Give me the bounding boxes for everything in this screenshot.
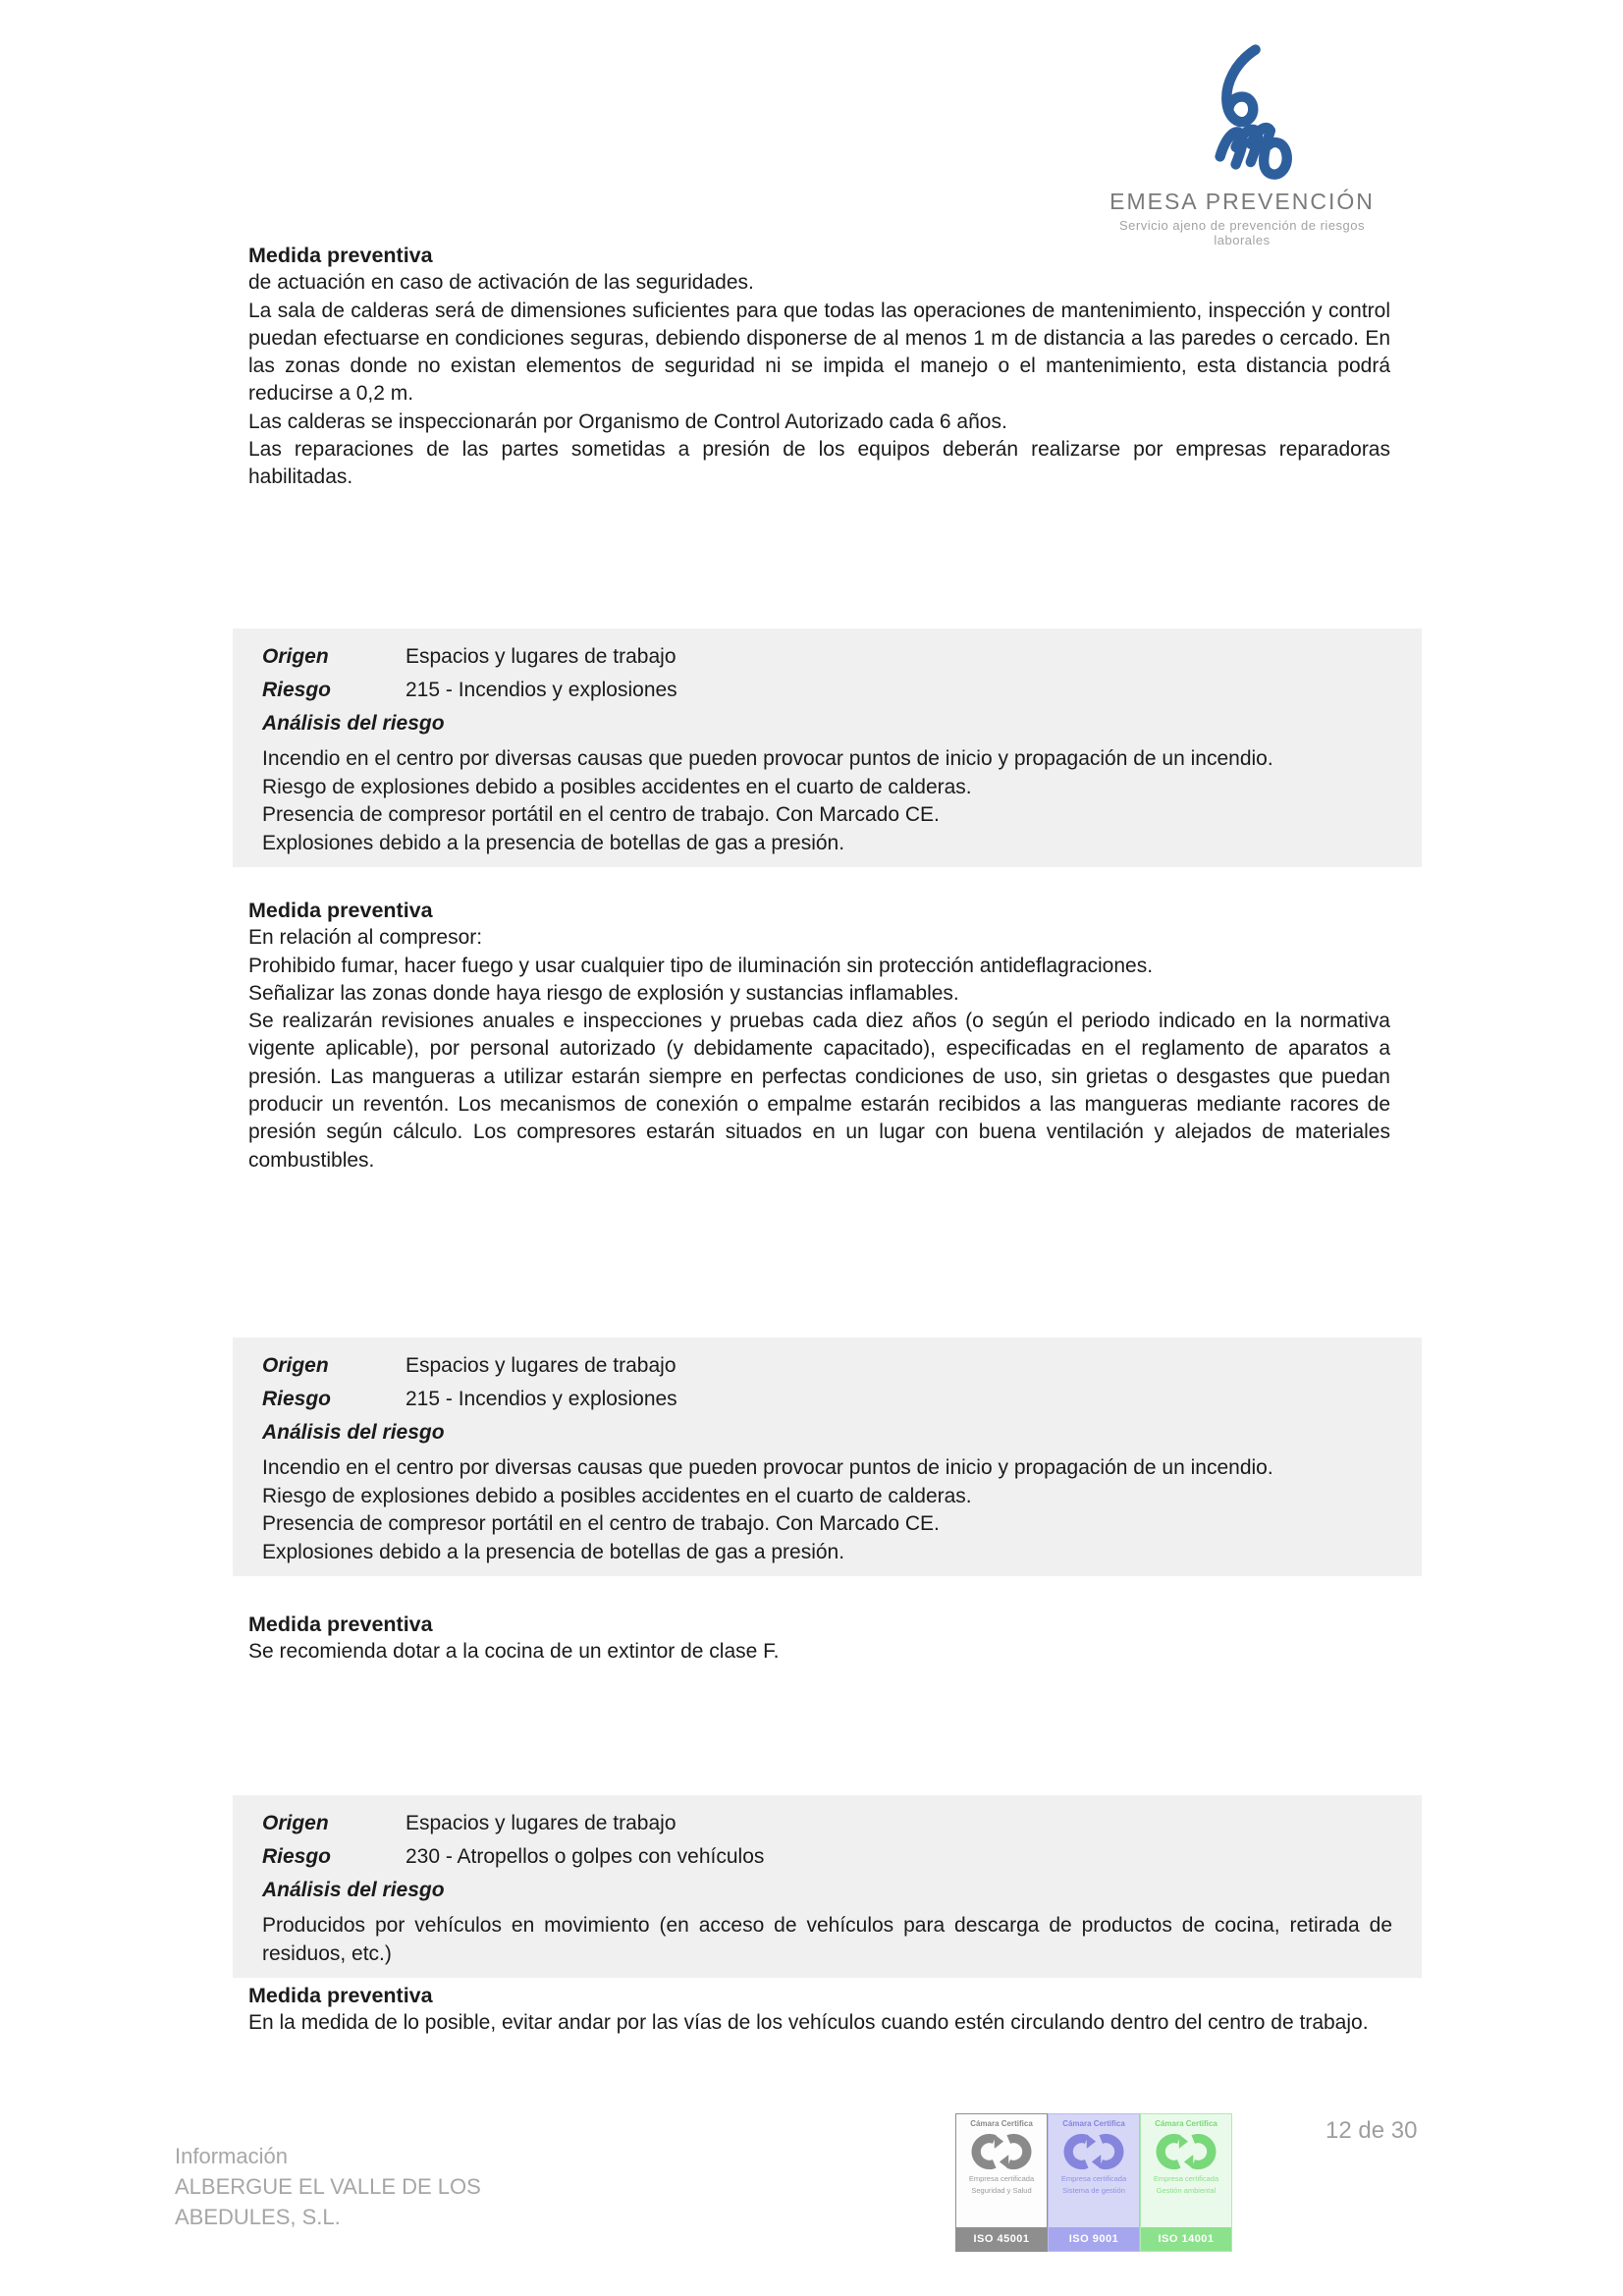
riesgo-label: Riesgo	[262, 1388, 332, 1410]
risk-box	[233, 1795, 1422, 1978]
badge-iso-band: ISO 9001	[1049, 2227, 1139, 2251]
measure-heading: Medida preventiva	[248, 244, 433, 267]
badge-line: Gestión ambiental	[1156, 2186, 1217, 2195]
analisis-paragraph: Presencia de compresor portátil en el centro de trabajo. Con Marcado CE.	[262, 1512, 940, 1536]
certification-badge-iso14001	[1140, 2113, 1232, 2252]
origen-label: Origen	[262, 645, 329, 668]
badge-header: Cámara Certifica	[1155, 2119, 1217, 2128]
footer-company-line: ABEDULES, S.L.	[175, 2205, 341, 2229]
camara-certifica-icon	[1063, 2132, 1124, 2171]
riesgo-row	[262, 674, 1392, 707]
analisis-paragraph: Riesgo de explosiones debido a posibles accidentes en el cuarto de calderas.	[262, 1484, 972, 1507]
origen-value: Espacios y lugares de trabajo	[406, 645, 676, 668]
badge-line: Empresa certificada	[968, 2174, 1035, 2183]
measure-heading: Medida preventiva	[248, 899, 433, 922]
measure-paragraph: Las reparaciones de las partes sometidas a presión de los equipos deberán realizarse por empresas reparadoras habilitadas.	[248, 438, 1390, 489]
riesgo-row	[262, 1840, 1392, 1874]
measure-heading: Medida preventiva	[248, 1984, 433, 2007]
riesgo-row	[262, 1383, 1392, 1416]
footer-info	[175, 2141, 481, 2232]
measure-heading: Medida preventiva	[248, 1613, 433, 1636]
analisis-body	[262, 745, 1392, 857]
origen-row	[262, 640, 1392, 674]
analisis-paragraph: Explosiones debido a la presencia de botellas de gas a presión.	[262, 1540, 845, 1563]
camara-certifica-icon	[1156, 2132, 1217, 2171]
measure-section	[248, 242, 1390, 492]
measure-paragraph: En relación al compresor:	[248, 926, 483, 950]
analisis-paragraph: Incendio en el centro por diversas causas que pueden provocar puntos de inicio y propagación de un incendio.	[262, 1456, 1273, 1479]
certification-badge-iso45001	[955, 2113, 1048, 2252]
origen-value: Espacios y lugares de trabajo	[406, 1354, 676, 1377]
analisis-body	[262, 1454, 1392, 1566]
measure-section	[248, 1611, 1390, 1667]
origen-value: Espacios y lugares de trabajo	[406, 1812, 676, 1834]
certification-badge-iso9001	[1048, 2113, 1140, 2252]
footer-info-label: Información	[175, 2144, 288, 2168]
analisis-heading: Análisis del riesgo	[262, 1421, 445, 1444]
riesgo-value: 215 - Incendios y explosiones	[406, 1388, 677, 1410]
riesgo-value: 230 - Atropellos o golpes con vehículos	[406, 1845, 765, 1868]
origen-label: Origen	[262, 1354, 329, 1377]
analisis-paragraph: Explosiones debido a la presencia de botellas de gas a presión.	[262, 831, 845, 854]
badge-line: Seguridad y Salud	[971, 2186, 1032, 2195]
badge-line: Empresa certificada	[1060, 2174, 1127, 2183]
badge-iso-band: ISO 14001	[1141, 2227, 1231, 2251]
analisis-heading: Análisis del riesgo	[262, 1879, 445, 1901]
measure-section	[248, 1982, 1390, 2038]
badge-iso-band: ISO 45001	[956, 2227, 1047, 2251]
analisis-paragraph: Presencia de compresor portátil en el centro de trabajo. Con Marcado CE.	[262, 803, 940, 827]
page-number: 12 de 30	[1325, 2117, 1418, 2144]
camara-certifica-icon	[971, 2132, 1032, 2171]
riesgo-value: 215 - Incendios y explosiones	[406, 679, 677, 701]
origen-row	[262, 1349, 1392, 1383]
certification-badges	[955, 2113, 1232, 2252]
analisis-paragraph: Producidos por vehículos en movimiento (en acceso de vehículos para descarga de productos de cocina, retirada de residuos, etc.)	[262, 1914, 1392, 1965]
analisis-heading: Análisis del riesgo	[262, 712, 445, 735]
riesgo-label: Riesgo	[262, 679, 332, 701]
measure-paragraph: Se recomienda dotar a la cocina de un extintor de clase F.	[248, 1640, 780, 1664]
analisis-paragraph: Incendio en el centro por diversas causas que pueden provocar puntos de inicio y propagación de un incendio.	[262, 747, 1273, 770]
footer-company-line: ALBERGUE EL VALLE DE LOS	[175, 2174, 481, 2199]
origen-label: Origen	[262, 1812, 329, 1834]
origen-row	[262, 1807, 1392, 1840]
measure-section	[248, 897, 1390, 1175]
emesa-logo	[1100, 33, 1384, 247]
emesa-monogram-icon	[1179, 33, 1305, 181]
badge-line: Empresa certificada	[1153, 2174, 1219, 2183]
riesgo-label: Riesgo	[262, 1845, 332, 1868]
risk-box	[233, 629, 1422, 867]
measure-paragraph: de actuación en caso de activación de las seguridades.	[248, 271, 754, 295]
analisis-paragraph: Riesgo de explosiones debido a posibles accidentes en el cuarto de calderas.	[262, 775, 972, 798]
badge-header: Cámara Certifica	[1062, 2119, 1125, 2128]
measure-paragraph: En la medida de lo posible, evitar andar por las vías de los vehículos cuando estén circulando dentro del centro de trabajo.	[248, 2011, 1369, 2035]
measure-paragraph: Señalizar las zonas donde haya riesgo de explosión y sustancias inflamables.	[248, 981, 959, 1005]
risk-box	[233, 1338, 1422, 1576]
measure-paragraph: Las calderas se inspeccionarán por Organismo de Control Autorizado cada 6 años.	[248, 410, 1007, 433]
brand-tagline: Servicio ajeno de prevención de riesgos laborales	[1118, 218, 1366, 247]
measure-paragraph: Se realizarán revisiones anuales e inspecciones y pruebas cada diez años (o según el periodo indicado en la normativa vigente aplicable), por personal autorizado (y debidamente capacitado), especificadas en el reglamento de aparatos a presión. Las mangueras a utilizar estarán siempre en perfectas condiciones de uso, sin grietas o desgastes que puedan producir un reventón. Los mecanismos de conexión o empalme estarán recibidos a las mangueras mediante racores de presión según cálculo. Los compresores estarán situados en un lugar con buena ventilación y alejados de materiales combustibles.	[248, 1010, 1390, 1172]
measure-paragraph: Prohibido fumar, hacer fuego y usar cualquier tipo de iluminación sin protección antideflagraciones.	[248, 954, 1154, 977]
brand-name: EMESA PREVENCIÓN	[1109, 189, 1375, 214]
measure-paragraph: La sala de calderas será de dimensiones suficientes para que todas las operaciones de mantenimiento, inspección y control puedan efectuarse en condiciones seguras, debiendo disponerse de al menos 1 m de distancia a las paredes o cercado. En las zonas donde no existan elementos de seguridad ni se impida el manejo o el mantenimiento, esta distancia podrá reducirse a 0,2 m.	[248, 299, 1390, 406]
badge-header: Cámara Certifica	[970, 2119, 1033, 2128]
badge-line: Sistema de gestión	[1062, 2186, 1125, 2195]
analisis-body	[262, 1912, 1392, 1968]
